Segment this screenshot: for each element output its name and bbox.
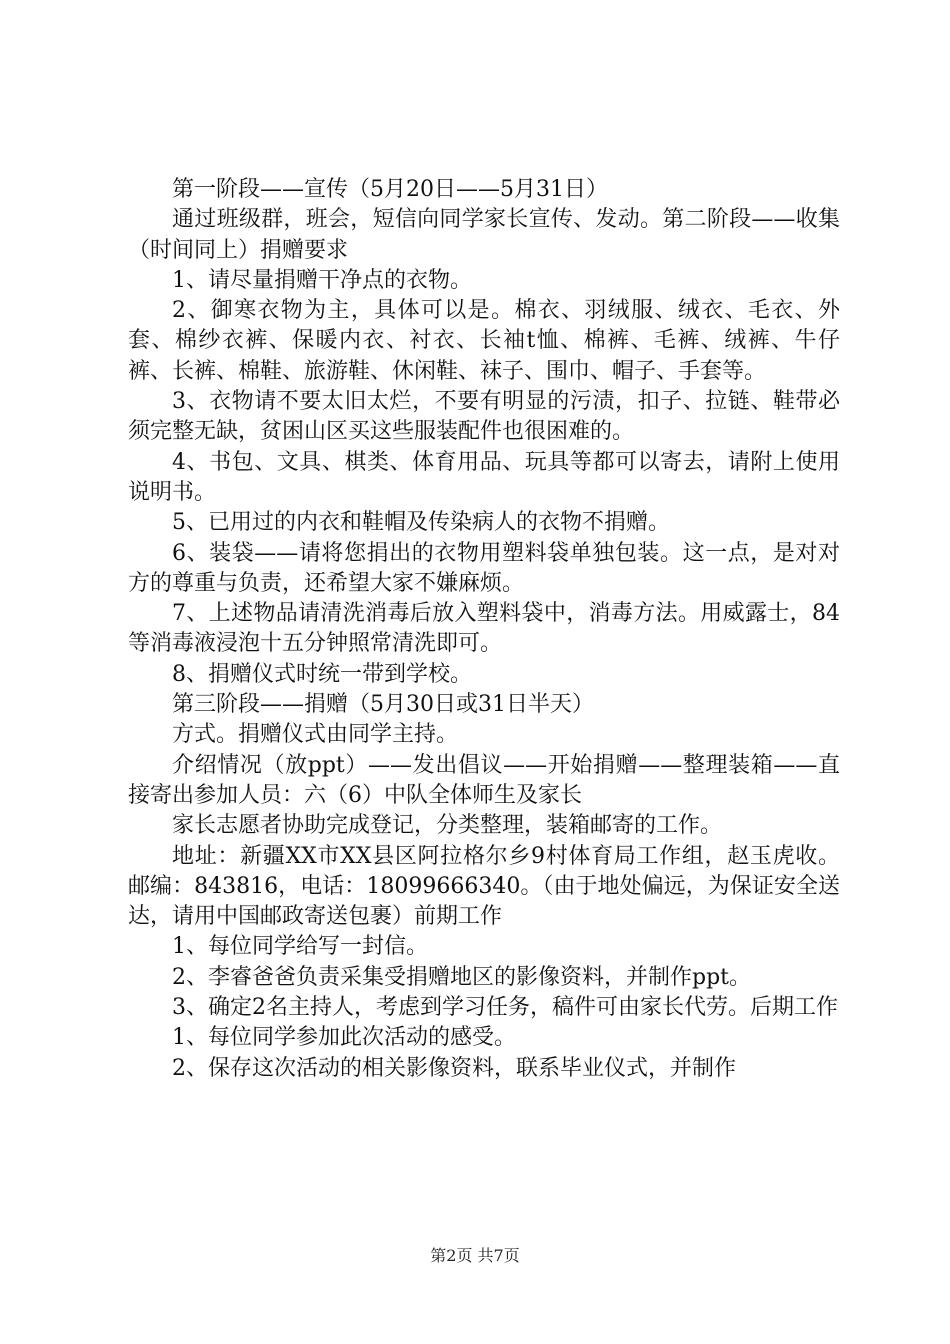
paragraph: 1、请尽量捐赠干净点的衣物。: [172, 267, 472, 293]
paragraph: 介绍情况（放ppt）——发出倡议——开始捐赠——整理装箱——直接寄出参加人员：六（6）中队全体师生及家长: [128, 752, 840, 808]
document-body: [128, 175, 840, 1084]
paragraph: 3、衣物请不要太旧太烂，不要有明显的污渍，扣子、拉链、鞋带必须完整无缺，贫困山区买这些服装配件也很困难的。: [128, 389, 840, 445]
paragraph: 方式。捐赠仪式由同学主持。: [172, 722, 459, 748]
paragraph: 1、每位同学给写一封信。: [172, 934, 428, 960]
paragraph: 6、装袋——请将您捐出的衣物用塑料袋单独包装。这一点，是对对方的尊重与负责，还希望大家不嫌麻烦。: [128, 540, 840, 596]
paragraph: 2、御寒衣物为主，具体可以是。棉衣、羽绒服、绒衣、毛衣、外套、棉纱衣裤、保暖内衣、衬衣、长袖t恤、棉裤、毛裤、绒裤、牛仔裤、长裤、棉鞋、旅游鞋、休闲鞋、袜子、围巾、帽子、手套等。: [128, 298, 840, 384]
paragraph: 2、保存这次活动的相关影像资料，联系毕业仪式，并制作: [172, 1055, 736, 1081]
paragraph: 2、李睿爸爸负责采集受捐赠地区的影像资料，并制作ppt。: [172, 964, 752, 990]
paragraph: 8、捐赠仪式时统一带到学校。: [172, 661, 472, 687]
paragraph: 4、书包、文具、棋类、体育用品、玩具等都可以寄去，请附上使用说明书。: [128, 449, 840, 505]
paragraph: 7、上述物品请清洗消毒后放入塑料袋中，消毒方法。用威露士，84等消毒液浸泡十五分钟照常清洗即可。: [128, 601, 840, 657]
paragraph: 通过班级群，班会，短信向同学家长宣传、发动。第二阶段——收集（时间同上）捐赠要求: [128, 207, 840, 263]
paragraph: 第一阶段——宣传（5月20日——5月31日）: [172, 177, 608, 202]
page-number-footer: 第2页 共7页: [430, 1246, 520, 1265]
paragraph: 1、每位同学参加此次活动的感受。: [172, 1025, 516, 1051]
paragraph: 5、已用过的内衣和鞋帽及传染病人的衣物不捐赠。: [172, 510, 670, 536]
paragraph: 家长志愿者协助完成登记，分类整理，装箱邮寄的工作。: [172, 813, 723, 839]
paragraph: 第三阶段——捐赠（5月30日或31日半天）: [172, 692, 594, 718]
paragraph: 地址：新疆XX市XX县区阿拉格尔乡9村体育局工作组，赵玉虎收。邮编：843816，电话：18099666340。（由于地处偏远，为保证安全送达，请用中国邮政寄送包裹）前期工作: [128, 843, 840, 930]
paragraph: 3、确定2名主持人，考虑到学习任务，稿件可由家长代劳。后期工作: [172, 995, 838, 1021]
